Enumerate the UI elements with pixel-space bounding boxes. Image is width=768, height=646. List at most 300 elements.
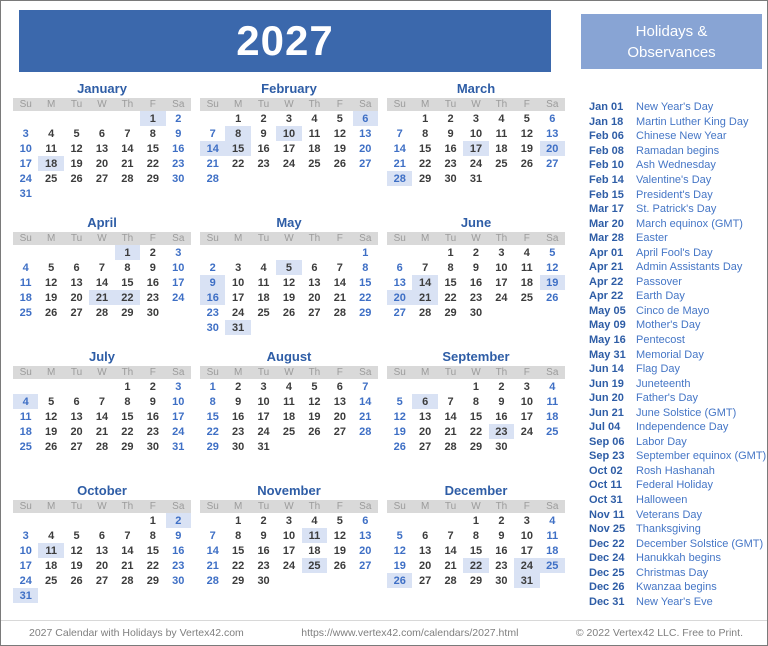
day-cell: 5 xyxy=(311,380,318,393)
day-cell-holiday: 26 xyxy=(387,573,412,588)
day-cell: 29 xyxy=(146,574,159,587)
day-cell: 25 xyxy=(308,157,321,170)
day-cell: 2 xyxy=(260,112,267,125)
weekday-header: F xyxy=(336,233,343,244)
day-cell: 18 xyxy=(546,410,559,423)
day-cell: 16 xyxy=(495,544,508,557)
day-cell: 9 xyxy=(149,395,156,408)
day-cell: 17 xyxy=(282,544,296,557)
day-cell: 7 xyxy=(124,127,131,140)
holiday-date: Jun 21 xyxy=(589,406,624,419)
holiday-name: Pentecost xyxy=(636,334,685,347)
day-cell: 30 xyxy=(495,574,508,587)
day-cell: 21 xyxy=(444,425,457,438)
day-cell: 9 xyxy=(175,127,182,140)
day-cell: 23 xyxy=(232,425,245,438)
day-cell: 10 xyxy=(232,276,245,289)
day-cell: 25 xyxy=(520,291,533,304)
days-grid xyxy=(200,513,378,588)
day-cell: 24 xyxy=(257,425,270,438)
day-cell: 18 xyxy=(520,276,533,289)
day-cell: 22 xyxy=(419,157,432,170)
day-cell: 10 xyxy=(282,529,296,542)
day-cell: 29 xyxy=(121,306,134,319)
day-cell-holiday: 8 xyxy=(225,126,250,141)
day-cell-holiday: 9 xyxy=(200,275,225,290)
day-cell: 3 xyxy=(472,112,480,125)
day-cell: 16 xyxy=(232,410,245,423)
day-cell: 23 xyxy=(172,559,185,572)
holiday-item xyxy=(589,260,765,275)
day-cell: 18 xyxy=(257,291,270,304)
day-cell: 14 xyxy=(121,142,134,155)
day-cell: 10 xyxy=(520,395,533,408)
day-cell: 21 xyxy=(333,291,346,304)
weekday-header: W xyxy=(97,99,107,110)
day-cell: 9 xyxy=(498,529,505,542)
day-cell: 14 xyxy=(333,276,346,289)
day-cell: 17 xyxy=(520,410,533,423)
holiday-item xyxy=(589,376,765,391)
day-cell-holiday: 17 xyxy=(463,141,488,156)
weekday-header: Th xyxy=(121,99,134,110)
day-cell: 17 xyxy=(257,410,270,423)
empty-cell xyxy=(64,245,89,260)
day-cell: 23 xyxy=(146,425,159,438)
day-cell: 23 xyxy=(257,559,270,572)
day-cell: 30 xyxy=(146,440,159,453)
day-cell: 4 xyxy=(260,261,267,274)
day-cell: 4 xyxy=(285,380,293,393)
day-cell: 29 xyxy=(121,440,134,453)
weekday-header: Tu xyxy=(70,501,83,512)
month-june xyxy=(387,215,565,349)
day-cell: 18 xyxy=(19,425,32,438)
day-cell: 15 xyxy=(469,410,483,423)
day-cell: 11 xyxy=(19,410,32,423)
day-cell: 5 xyxy=(523,112,530,125)
day-cell: 29 xyxy=(419,172,432,185)
day-cell: 21 xyxy=(206,157,219,170)
holiday-name: President's Day xyxy=(636,188,713,201)
day-cell: 3 xyxy=(175,246,182,259)
day-cell: 7 xyxy=(209,529,216,542)
day-cell: 11 xyxy=(546,529,559,542)
holiday-date: Dec 25 xyxy=(589,566,625,579)
weekday-header: Th xyxy=(308,233,321,244)
holiday-date: Mar 28 xyxy=(589,232,624,245)
day-cell: 16 xyxy=(146,276,159,289)
day-cell: 31 xyxy=(469,172,483,185)
day-cell: 20 xyxy=(70,291,83,304)
day-cell: 20 xyxy=(95,157,109,170)
day-cell: 16 xyxy=(257,142,270,155)
day-cell: 2 xyxy=(175,112,182,125)
day-cell: 7 xyxy=(447,529,454,542)
day-cell: 1 xyxy=(447,246,454,259)
day-cell: 6 xyxy=(73,261,80,274)
weekday-header-row xyxy=(13,366,191,379)
empty-cell xyxy=(64,513,89,528)
day-cell: 3 xyxy=(22,529,29,542)
day-cell: 21 xyxy=(95,425,109,438)
holiday-date: Jan 01 xyxy=(589,101,624,114)
day-cell: 23 xyxy=(469,291,483,304)
weekday-header: M xyxy=(233,367,243,378)
day-cell: 26 xyxy=(282,306,296,319)
weekday-header: Th xyxy=(308,501,321,512)
weekday-header-row xyxy=(13,500,191,513)
holiday-item xyxy=(589,289,765,304)
day-cell: 6 xyxy=(362,514,369,527)
day-cell: 7 xyxy=(422,261,429,274)
day-cell: 8 xyxy=(472,395,480,408)
month-title: June xyxy=(460,215,492,230)
day-cell: 29 xyxy=(206,440,219,453)
day-cell: 28 xyxy=(206,172,219,185)
day-cell: 14 xyxy=(206,544,219,557)
day-cell: 9 xyxy=(260,529,267,542)
day-cell: 4 xyxy=(22,261,29,274)
day-cell: 15 xyxy=(232,544,245,557)
day-cell: 13 xyxy=(359,127,372,140)
holiday-item xyxy=(589,158,765,173)
day-cell: 6 xyxy=(73,395,80,408)
weekday-header: Sa xyxy=(359,501,372,512)
day-cell: 4 xyxy=(311,112,318,125)
day-cell: 21 xyxy=(444,559,457,572)
holiday-item xyxy=(589,580,765,595)
day-cell: 12 xyxy=(393,544,406,557)
day-cell: 24 xyxy=(520,425,533,438)
day-cell: 19 xyxy=(70,559,83,572)
month-title: April xyxy=(87,215,117,230)
weekday-header: Sa xyxy=(546,99,559,110)
holiday-name: June Solstice (GMT) xyxy=(636,406,737,419)
weekday-header: W xyxy=(284,367,294,378)
day-cell: 20 xyxy=(359,544,372,557)
days-grid xyxy=(387,245,565,320)
day-cell: 5 xyxy=(48,395,55,408)
day-cell: 5 xyxy=(396,395,403,408)
day-cell-holiday: 18 xyxy=(38,156,63,171)
day-cell: 11 xyxy=(45,142,57,155)
weekday-header: F xyxy=(336,367,343,378)
day-cell: 25 xyxy=(257,306,270,319)
month-title: August xyxy=(266,349,312,364)
day-cell: 17 xyxy=(172,276,185,289)
holiday-item xyxy=(589,435,765,450)
day-cell: 27 xyxy=(359,559,372,572)
month-february xyxy=(200,81,378,215)
holiday-item xyxy=(589,478,765,493)
day-cell: 12 xyxy=(520,127,533,140)
empty-cell xyxy=(13,513,38,528)
holiday-date: Nov 25 xyxy=(589,523,626,536)
holiday-date: Apr 21 xyxy=(589,261,624,274)
day-cell: 26 xyxy=(333,157,346,170)
day-cell: 19 xyxy=(333,142,346,155)
day-cell: 20 xyxy=(333,410,346,423)
empty-cell xyxy=(115,513,140,528)
empty-cell xyxy=(89,111,114,126)
day-cell: 29 xyxy=(444,306,457,319)
holiday-date: Sep 23 xyxy=(589,450,625,463)
holiday-item xyxy=(589,420,765,435)
day-cell-holiday: 10 xyxy=(276,126,301,141)
weekday-header: M xyxy=(233,501,243,512)
weekday-header: Sa xyxy=(546,233,559,244)
day-cell: 19 xyxy=(393,559,406,572)
day-cell: 4 xyxy=(498,112,505,125)
day-cell: 22 xyxy=(121,425,134,438)
day-cell: 30 xyxy=(232,440,245,453)
day-cell: 24 xyxy=(172,425,185,438)
weekday-header: W xyxy=(97,367,107,378)
weekday-header-row xyxy=(13,98,191,111)
day-cell: 12 xyxy=(70,142,83,155)
holiday-date: Jun 19 xyxy=(589,377,624,390)
day-cell: 20 xyxy=(419,425,432,438)
holiday-date: Feb 14 xyxy=(589,174,624,186)
day-cell: 14 xyxy=(444,410,457,423)
day-cell: 27 xyxy=(419,440,432,453)
holiday-name: Ash Wednesday xyxy=(636,159,716,172)
weekday-header: F xyxy=(523,99,530,110)
day-cell: 25 xyxy=(45,574,58,587)
holiday-date: May 05 xyxy=(589,304,626,317)
weekday-header: F xyxy=(149,501,156,512)
footer-attribution: 2027 Calendar with Holidays by Vertex42.com xyxy=(29,627,244,639)
holiday-date: Jul 04 xyxy=(589,421,621,434)
day-cell: 22 xyxy=(469,425,483,438)
holiday-name: Passover xyxy=(636,275,682,288)
holiday-item xyxy=(589,216,765,231)
holiday-item xyxy=(589,333,765,348)
weekday-header: Su xyxy=(19,501,32,512)
day-cell: 17 xyxy=(232,291,245,304)
day-cell: 8 xyxy=(362,261,369,274)
holiday-date: Jan 18 xyxy=(589,115,624,128)
weekday-header: Sa xyxy=(546,367,559,378)
day-cell: 19 xyxy=(282,291,296,304)
holidays-panel-title-line2: Observances xyxy=(627,43,716,61)
empty-cell xyxy=(302,245,327,260)
day-cell: 21 xyxy=(121,157,134,170)
day-cell: 13 xyxy=(359,529,372,542)
day-cell: 11 xyxy=(495,127,508,140)
day-cell-holiday: 25 xyxy=(302,558,327,573)
day-cell: 3 xyxy=(523,380,530,393)
day-cell: 12 xyxy=(546,261,559,274)
day-cell: 10 xyxy=(172,261,185,274)
weekday-header-row xyxy=(387,98,565,111)
weekday-header: F xyxy=(149,367,156,378)
day-cell: 19 xyxy=(520,142,533,155)
holiday-item xyxy=(589,449,765,464)
day-cell: 27 xyxy=(359,157,372,170)
holiday-date: Feb 08 xyxy=(589,144,624,157)
day-cell: 9 xyxy=(175,529,182,542)
weekday-header-row xyxy=(200,366,378,379)
day-cell: 27 xyxy=(95,574,109,587)
day-cell: 15 xyxy=(444,276,457,289)
day-cell-holiday: 21 xyxy=(412,290,437,305)
day-cell: 26 xyxy=(45,440,58,453)
holiday-name: Juneteenth xyxy=(636,377,691,390)
day-cell: 21 xyxy=(206,559,219,572)
days-grid xyxy=(13,513,191,603)
weekday-header: F xyxy=(336,501,343,512)
day-cell: 9 xyxy=(498,395,505,408)
weekday-header: Th xyxy=(121,233,134,244)
day-cell: 11 xyxy=(19,276,32,289)
day-cell: 1 xyxy=(149,514,156,527)
weekday-header: W xyxy=(471,367,481,378)
day-cell: 6 xyxy=(422,529,429,542)
day-cell-holiday: 2 xyxy=(166,513,191,528)
day-cell: 2 xyxy=(209,261,216,274)
day-cell: 10 xyxy=(19,544,32,557)
footer xyxy=(29,627,743,639)
day-cell: 22 xyxy=(359,291,372,304)
day-cell: 3 xyxy=(175,380,182,393)
year-title: 2027 xyxy=(236,17,334,64)
day-cell: 12 xyxy=(70,544,83,557)
month-title: February xyxy=(261,81,317,96)
day-cell: 16 xyxy=(495,410,508,423)
holiday-item xyxy=(589,493,765,508)
day-cell-holiday: 20 xyxy=(540,141,565,156)
day-cell: 7 xyxy=(98,395,106,408)
holidays-panel-title-line1: Holidays & xyxy=(635,22,708,40)
weekday-header: Tu xyxy=(444,99,457,110)
day-cell: 2 xyxy=(498,514,505,527)
day-cell: 22 xyxy=(232,559,245,572)
weekday-header: W xyxy=(284,99,294,110)
holiday-name: March equinox (GMT) xyxy=(636,217,743,230)
day-cell: 14 xyxy=(444,544,457,557)
holiday-name: Cinco de Mayo xyxy=(636,304,710,317)
weekday-header: Su xyxy=(206,367,219,378)
holiday-name: Father's Day xyxy=(636,392,699,405)
day-cell: 8 xyxy=(235,529,242,542)
day-cell: 9 xyxy=(235,395,242,408)
day-cell: 24 xyxy=(495,291,508,304)
weekday-header: Su xyxy=(393,99,406,110)
holiday-name: Halloween xyxy=(636,494,688,507)
weekday-header: Su xyxy=(393,367,406,378)
day-cell: 19 xyxy=(45,291,58,304)
day-cell: 4 xyxy=(311,514,318,527)
days-grid xyxy=(200,245,378,335)
day-cell: 13 xyxy=(333,395,346,408)
day-cell: 31 xyxy=(257,440,270,453)
empty-cell xyxy=(13,379,38,394)
day-cell: 26 xyxy=(70,574,83,587)
day-cell: 15 xyxy=(146,142,159,155)
empty-cell xyxy=(387,513,412,528)
day-cell: 15 xyxy=(469,544,483,557)
day-cell: 6 xyxy=(98,127,106,140)
day-cell: 4 xyxy=(523,246,530,259)
day-cell: 8 xyxy=(149,529,156,542)
empty-cell xyxy=(387,111,412,126)
empty-cell xyxy=(38,111,63,126)
day-cell: 19 xyxy=(70,157,83,170)
holiday-date: Dec 24 xyxy=(589,552,625,565)
day-cell: 24 xyxy=(282,157,296,170)
empty-cell xyxy=(251,245,276,260)
day-cell-holiday: 21 xyxy=(89,290,114,305)
holiday-item xyxy=(589,202,765,217)
day-cell: 8 xyxy=(472,529,480,542)
day-cell: 28 xyxy=(121,574,134,587)
days-grid xyxy=(387,513,565,588)
day-cell: 30 xyxy=(257,574,270,587)
day-cell: 12 xyxy=(45,410,58,423)
footer-copyright: © 2022 Vertex42 LLC. Free to Print. xyxy=(575,627,743,639)
holiday-date: Apr 22 xyxy=(589,275,624,288)
day-cell: 17 xyxy=(520,544,533,557)
holiday-item xyxy=(589,187,765,202)
day-cell: 15 xyxy=(359,276,372,289)
day-cell: 3 xyxy=(235,261,242,274)
days-grid xyxy=(13,111,191,201)
day-cell: 11 xyxy=(257,276,270,289)
day-cell: 16 xyxy=(172,544,185,557)
weekday-header: Sa xyxy=(172,233,185,244)
weekday-header: F xyxy=(336,99,343,110)
weekday-header: Th xyxy=(121,501,134,512)
day-cell: 25 xyxy=(19,440,32,453)
day-cell: 5 xyxy=(336,514,343,527)
weekday-header: M xyxy=(46,99,56,110)
weekday-header: Sa xyxy=(359,233,372,244)
month-september xyxy=(387,349,565,483)
month-title: March xyxy=(456,81,496,96)
holiday-date: May 16 xyxy=(589,334,626,347)
day-cell: 5 xyxy=(336,112,343,125)
weekday-header: Th xyxy=(308,99,321,110)
weekday-header: Sa xyxy=(172,367,185,378)
day-cell: 27 xyxy=(419,574,432,587)
day-cell: 13 xyxy=(70,276,83,289)
day-cell: 24 xyxy=(469,157,483,170)
holiday-date: May 09 xyxy=(589,319,626,332)
empty-cell xyxy=(38,245,63,260)
holiday-date: Dec 26 xyxy=(589,581,625,594)
weekday-header: Sa xyxy=(172,501,185,512)
day-cell: 5 xyxy=(73,127,80,140)
day-cell: 26 xyxy=(393,440,406,453)
day-cell: 5 xyxy=(48,261,55,274)
holiday-name: Federal Holiday xyxy=(636,479,714,492)
day-cell: 3 xyxy=(523,514,530,527)
day-cell: 9 xyxy=(472,261,480,274)
day-cell: 1 xyxy=(472,514,480,527)
day-cell-holiday: 22 xyxy=(463,558,488,573)
day-cell-holiday: 11 xyxy=(302,528,327,543)
empty-cell xyxy=(200,513,225,528)
day-cell: 15 xyxy=(146,544,159,557)
day-cell: 28 xyxy=(95,440,109,453)
weekday-header-row xyxy=(387,366,565,379)
days-grid xyxy=(387,379,565,454)
weekday-header: Tu xyxy=(257,233,270,244)
day-cell: 23 xyxy=(206,306,219,319)
day-cell: 26 xyxy=(70,172,83,185)
